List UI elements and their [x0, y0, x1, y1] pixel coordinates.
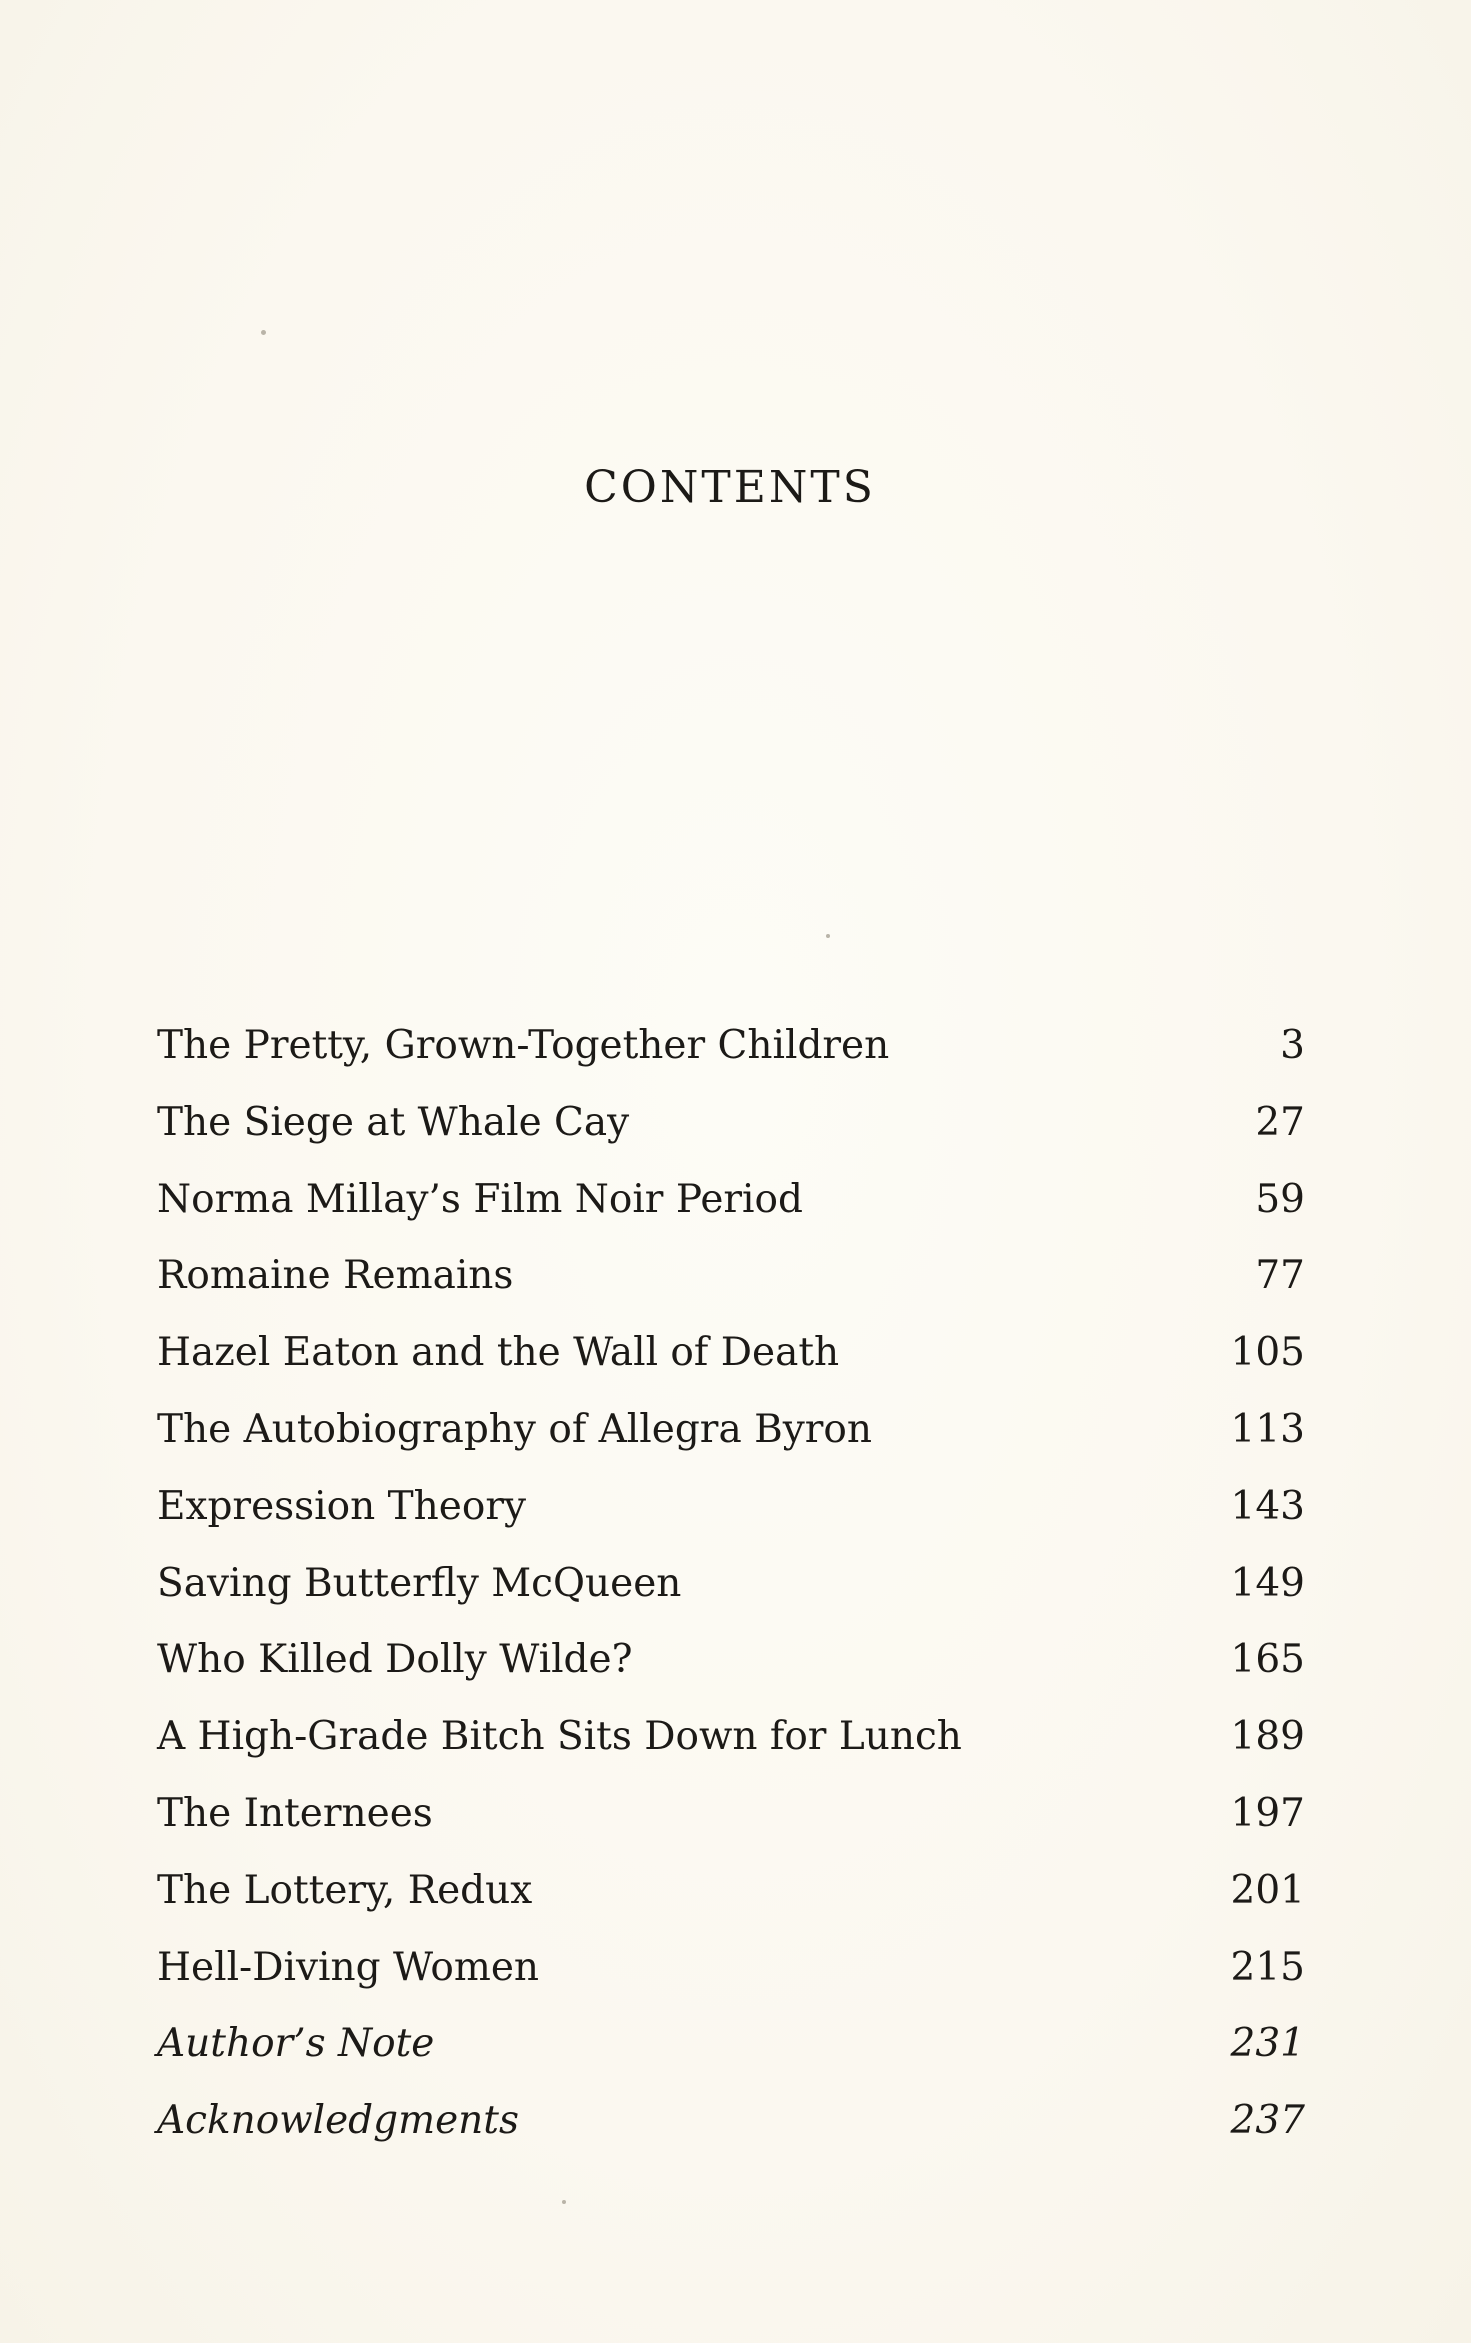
toc-entry-title: The Siege at Whale Cay	[157, 1099, 630, 1145]
toc-entry-page: 27	[1255, 1099, 1305, 1145]
toc-entry-title: Hell-Diving Women	[157, 1944, 540, 1990]
toc-entry-page: 231	[1230, 2021, 1305, 2067]
toc-entry-title: A High-Grade Bitch Sits Down for Lunch	[157, 1714, 962, 1760]
toc-entry	[157, 1865, 1305, 1942]
toc-entry-title: The Lottery, Redux	[157, 1867, 533, 1913]
toc-entry-page: 77	[1255, 1253, 1305, 1299]
toc-entry	[157, 1097, 1305, 1174]
toc-entry-page: 189	[1230, 1714, 1305, 1760]
toc-entry	[157, 1174, 1305, 1251]
toc-entry-page: 105	[1230, 1330, 1305, 1376]
toc-entry-title: Who Killed Dolly Wilde?	[157, 1637, 633, 1683]
toc-entry-page: 237	[1230, 2098, 1305, 2144]
toc-entry-page: 59	[1255, 1176, 1305, 1222]
toc-entry	[157, 1020, 1305, 1097]
toc-entry-page: 197	[1230, 1790, 1305, 1836]
toc-entry-title: The Pretty, Grown-Together Children	[157, 1023, 890, 1068]
toc-entry-page: 149	[1230, 1560, 1305, 1606]
toc-entry	[157, 1942, 1305, 2019]
toc-entry-page: 3	[1280, 1023, 1305, 1068]
toc-entry-title: Expression Theory	[157, 1483, 527, 1529]
toc-entry	[157, 1634, 1305, 1711]
paper-speck	[261, 330, 266, 335]
toc-entry	[157, 1558, 1305, 1635]
page-title: CONTENTS	[584, 462, 876, 513]
toc-entry-page: 201	[1230, 1867, 1305, 1913]
toc-entry	[157, 1711, 1305, 1788]
toc-entry-title: Romaine Remains	[157, 1253, 514, 1299]
toc-entry	[157, 1327, 1305, 1404]
paper-speck	[826, 934, 830, 938]
toc-entry-title: Norma Millay’s Film Noir Period	[157, 1176, 803, 1222]
toc-entry-title: Author’s Note	[157, 2021, 435, 2067]
paper-speck	[562, 2200, 566, 2204]
toc-entry-page: 143	[1230, 1483, 1305, 1529]
toc-entry-page: 215	[1230, 1944, 1305, 1990]
toc-entry-page: 113	[1230, 1406, 1305, 1452]
toc-entry-title: The Internees	[157, 1790, 433, 1836]
toc-entry-page: 165	[1230, 1637, 1305, 1683]
toc-entry	[157, 1481, 1305, 1558]
toc-entry-title: Hazel Eaton and the Wall of Death	[157, 1330, 840, 1376]
toc-entry-title: Saving Butterfly McQueen	[157, 1560, 682, 1606]
table-of-contents	[157, 1020, 1305, 2172]
toc-entry-title: The Autobiography of Allegra Byron	[157, 1406, 873, 1452]
toc-entry-back-matter	[157, 2095, 1305, 2172]
toc-entry	[157, 1404, 1305, 1481]
toc-entry-back-matter	[157, 2018, 1305, 2095]
toc-entry	[157, 1788, 1305, 1865]
toc-entry-title: Acknowledgments	[157, 2098, 519, 2144]
toc-entry	[157, 1250, 1305, 1327]
